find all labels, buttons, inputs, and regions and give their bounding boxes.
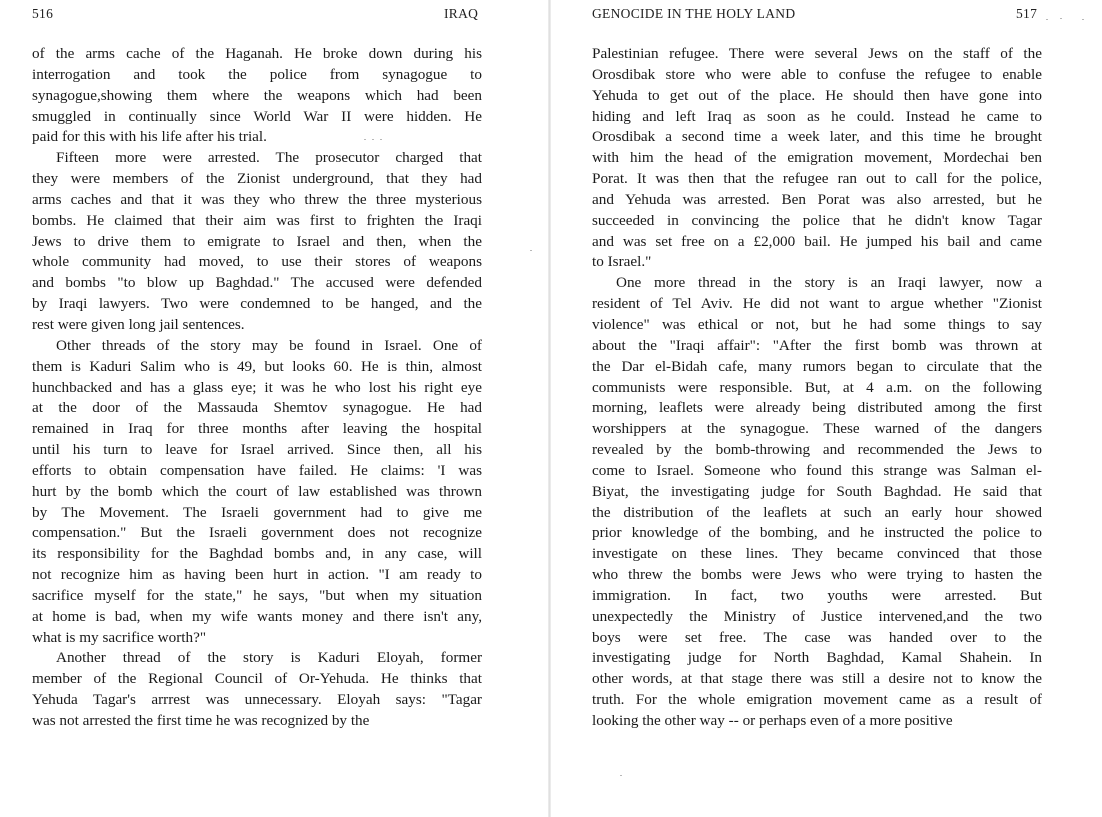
scan-speck — [1060, 18, 1062, 19]
text-line: what is my sacrifice worth?" — [32, 628, 207, 646]
text-line: at home is bad, when my wife wants money and there isn't any, — [32, 607, 482, 625]
text-line: was not arrested the first time he was recognized by the — [32, 712, 370, 729]
text-line: communists were responsible. But, at 4 a.m. on the following — [592, 378, 1042, 396]
page-body-text — [592, 44, 1042, 732]
text-line: hunchbacked and has a glass eye; it was he who lost his right eye — [32, 378, 482, 396]
text-line: member of the Regional Council of Or-Yehuda. He thinks that — [32, 670, 482, 688]
text-line: bombs. He claimed that their aim was first to frighten the Iraqi — [32, 211, 482, 229]
text-line: its responsibility for the Baghdad bombs and, in any case, will — [32, 545, 482, 563]
text-line: Orosdibak a second time a week later, and this time he brought — [592, 128, 1042, 146]
scan-speck — [530, 250, 532, 251]
text-line: Other threads of the story may be found in Israel. One of — [56, 336, 482, 354]
text-line: Yehuda to get out of the place. He should then have gone into — [592, 86, 1042, 104]
text-line: come to Israel. Someone who found this strange was Salman el- — [592, 461, 1042, 479]
text-line: whole community had moved, to use their stores of weapons — [32, 253, 482, 271]
text-line: the Dar el-Bidah cafe, many rumors began to circulate that the — [592, 357, 1042, 375]
text-line: looking the other way -- or perhaps even of a more positive — [592, 712, 953, 729]
left-page — [0, 0, 548, 817]
text-line: violence" was ethical or not, but he had some things to say — [592, 315, 1042, 333]
text-line: boys were set free. The case was handed over to the — [592, 628, 1042, 646]
scan-speck — [380, 139, 382, 140]
book-gutter — [548, 0, 551, 817]
text-line: Another thread of the story is Kaduri Eloyah, former — [56, 649, 482, 667]
text-line: with him the head of the emigration movement, Mordechai ben — [592, 149, 1042, 167]
text-line: Biyat, the investigating judge for South Baghdad. He said that — [592, 482, 1042, 500]
text-line: compensation." But the Israeli government does not recognize — [32, 524, 482, 542]
text-line: other words, at that stage there was still a desire not to know the — [592, 670, 1042, 688]
text-line: hurt by the bomb which the court of law established was thrown — [32, 482, 482, 500]
text-line: synagogue,showing them where the weapons which had been — [32, 86, 482, 104]
text-line: One more thread in the story is an Iraqi lawyer, now a — [616, 274, 1042, 292]
text-line: by Iraqi lawyers. Two were condemned to be hanged, and the — [32, 295, 482, 313]
text-line: they were members of the Zionist underground, that they had — [32, 170, 482, 188]
text-line: succeeded in convincing the police that he didn't know Tagar — [592, 211, 1042, 229]
text-line: investigating judge for North Baghdad, Kamal Shahein. In — [592, 649, 1042, 667]
text-line: Fifteen more were arrested. The prosecutor charged that — [56, 149, 482, 167]
text-line: resident of Tel Aviv. He did not want to argue whether "Zionist — [592, 295, 1042, 313]
text-line: efforts to obtain compensation have failed. He claims: 'I was — [32, 461, 482, 479]
scan-speck — [364, 139, 366, 140]
text-line: immigration. In fact, two youths were arrested. But — [592, 586, 1042, 604]
text-line: revealed by the bomb-throwing and recommended the Jews to — [592, 441, 1042, 459]
right-page — [552, 0, 1102, 817]
text-line: worshippers at the synagogue. These warned of the dangers — [592, 420, 1042, 438]
text-line: Yehuda Tagar's arrrest was unnecessary. Eloyah says: "Tagar — [32, 691, 482, 709]
text-line: who threw the bombs were Jews who were trying to hasten the — [592, 566, 1042, 584]
text-line: them is Kaduri Salim who is 49, but looks 60. He is thin, almost — [32, 357, 482, 375]
scan-speck — [620, 775, 622, 776]
text-line: prior knowledge of the bombing, and he instructed the police to — [592, 524, 1042, 542]
text-line: truth. For the whole emigration movement came as a result of — [592, 691, 1042, 709]
running-head: IRAQ — [444, 6, 479, 21]
text-line: at the door of the Massauda Shemtov synagogue. He had — [32, 399, 482, 417]
text-line: paid for this with his life after his trial. — [32, 128, 267, 146]
page-number: 516 — [32, 6, 54, 21]
text-line: remained in Iraq for three months after leaving the hospital — [32, 420, 482, 438]
text-line: sacrifice myself for the state," he says, "but when my situation — [32, 586, 482, 604]
text-line: investigate on these lines. They became convinced that those — [592, 545, 1042, 563]
text-line: arms caches and that it was they who threw the three mysterious — [32, 190, 482, 208]
text-line: Palestinian refugee. There were several Jews on the staff of the — [592, 45, 1042, 62]
text-line: interrogation and took the police from synagogue to — [32, 65, 482, 83]
text-line: and was set free on a £2,000 bail. He jumped his bail and came — [592, 232, 1042, 250]
text-line: morning, leaflets were already being distributed among the first — [592, 399, 1042, 417]
text-line: to Israel." — [592, 253, 652, 271]
text-line: until his turn to leave for Israel arrived. Since then, all his — [32, 441, 482, 459]
page-body-text — [32, 44, 482, 732]
text-line: rest were given long jail sentences. — [32, 315, 245, 333]
page-number: 517 — [1016, 6, 1038, 21]
scan-speck — [372, 139, 374, 140]
text-line: Orosdibak store who were able to confuse the refugee to enable — [592, 65, 1042, 83]
text-line: and Yehuda was arrested. Ben Porat was also arrested, but he — [592, 190, 1042, 208]
text-line: Porat. It was then that the refugee ran out to call for the police, — [592, 170, 1042, 188]
text-line: hiding and left Iraq as soon as he could. Instead he came to — [592, 107, 1042, 125]
text-line: Jews to drive them to emigrate to Israel and then, when the — [32, 232, 482, 250]
text-line: by The Movement. The Israeli government had to give me — [32, 503, 482, 521]
text-line: smuggled in continually since World War II were hidden. He — [32, 107, 482, 125]
text-line: the distribution of the leaflets at such an early hour showed — [592, 503, 1042, 521]
running-head: GENOCIDE IN THE HOLY LAND — [592, 6, 796, 21]
scan-speck — [1082, 19, 1084, 20]
text-line: and bombs "to blow up Baghdad." The accused were defended — [32, 274, 482, 292]
text-line: not recognize him as having been hurt in action. "I am ready to — [32, 566, 482, 584]
text-line: of the arms cache of the Haganah. He broke down during his — [32, 45, 482, 62]
text-line: unexpectedly the Ministry of Justice intervened,and the two — [592, 607, 1042, 625]
text-line: about the "Iraqi affair": "After the first bomb was thrown at — [592, 336, 1042, 354]
scan-speck — [1046, 19, 1048, 20]
